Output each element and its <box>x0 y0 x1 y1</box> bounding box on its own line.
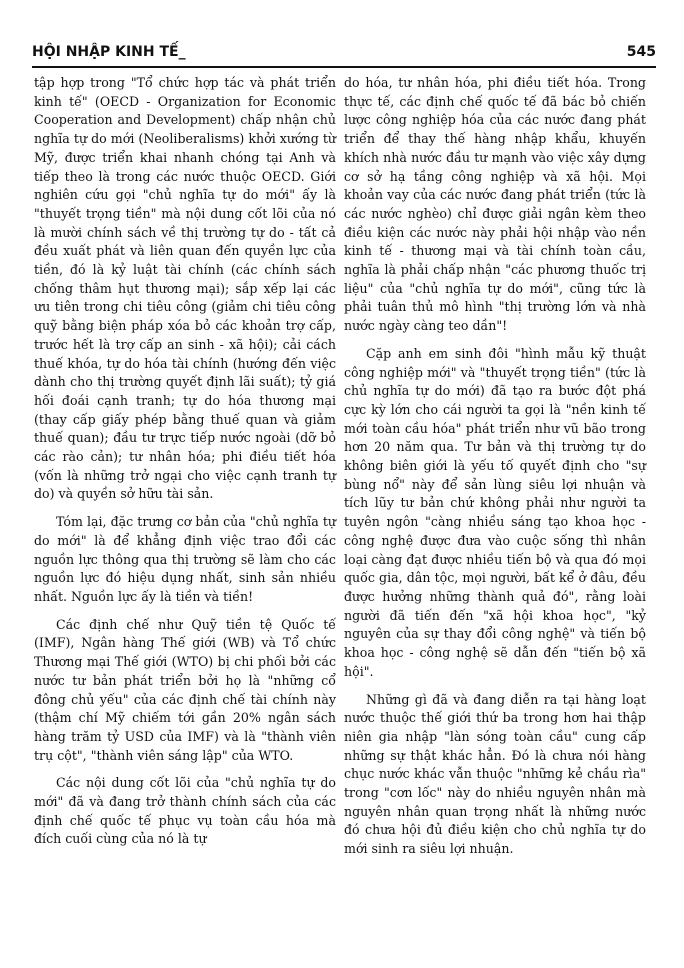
left-column <box>34 74 336 858</box>
paragraph: Những gì đã và đang diễn ra tại hàng loạt nước thuộc thế giới thứ ba trong hơn hai thập niên gia nhập "làn sóng toàn cầu" cung cấp những sự thật khác hẳn. Đó là chưa nói hàng chục nước khác vẫn thuộc "những kẻ chầu rìa" trong "cơn lốc" này do nhiều nguyên nhân mà nguyên nhân quan trọng nhất là những nước đó chưa hội đủ điều kiện cho chủ nghĩa tự do mới sinh ra siêu lợi nhuận. <box>344 691 646 857</box>
paragraph: Các nội dung cốt lõi của "chủ nghĩa tự do mới" đã và đang trở thành chính sách của các định chế quốc tế phục vụ toàn cầu hóa mà đích cuối cùng của nó là tự <box>34 775 336 847</box>
header-rule <box>32 66 656 68</box>
paragraph: tập hợp trong "Tổ chức hợp tác và phát triển kinh tế" (OECD - Organization for Economic Cooperation and Development) chấp nhận chủ nghĩa tự do mới (Neoliberalisms) khởi xướng từ Mỹ, được triển khai nhanh chóng tại Anh và tiếp theo là trong các nước thuộc OECD. Giới nghiên cứu gọi "chủ nghĩa tự do mới" ấy là "thuyết trọng tiền" mà nội dung cốt lõi của nó là mười chính sách về thị trường tự do - tất cả đều xuất phát và liên quan đến quyền lực của tiền, đó là kỷ luật tài chính (các chính sách chống thâm hụt thương mại); sắp xếp lại các ưu tiên trong chi tiêu công (giảm chi tiêu công quỹ bằng biện pháp xóa bỏ các khoản trợ cấp, trước hết là trợ cấp an sinh - xã hội); cải cách thuế khóa, tự do hóa tài chính (hướng đến việc dành cho thị trường quyết định lãi suất); tỷ giá hối đoái cạnh tranh; tự do hóa thương mại (thay cấp giấy phép bằng thuế quan và giảm thuế quan); đầu tư trực tiếp nước ngoài (dỡ bỏ các rào cản); tư nhân hóa; phi điều tiết hóa (vốn là những trở ngại cho việc cạnh tranh tự do) và quyền sở hữu tài sản. <box>34 75 336 502</box>
right-column <box>344 74 646 868</box>
page-number: 545 <box>626 44 656 60</box>
paragraph: Tóm lại, đặc trưng cơ bản của "chủ nghĩa tự do mới" là để khẳng định việc trao đổi các nguồn lực thông qua thị trường sẽ làm cho các nguồn lực đó hiệu dụng nhất, sinh sản nhiều nhất. Nguồn lực ấy là tiền và tiền! <box>34 514 336 604</box>
running-title: HỘI NHẬP KINH TẾ_ <box>32 44 186 60</box>
paragraph: Cặp anh em sinh đôi "hình mẫu kỹ thuật công nghiệp mới" và "thuyết trọng tiền" (tức là chủ nghĩa tự do mới) đã tạo ra bước đột phá cực kỳ lớn cho cái người ta gọi là "nền kinh tế mới toàn cầu hóa" phát triển như vũ bão trong hơn 20 năm qua. Tư bản và thị trường tự do không biên giới là yếu tố quyết định cho "sự bùng nổ" này để sản lùng siêu lợi nhuận và tích lũy tư bản chứ không phải như người ta tuyên ngôn "càng nhiều sáng tạo khoa học - công nghệ được đưa vào cuộc sống thì nhân loại càng đạt được nhiều tiến bộ và qua đó mọi quốc gia, dân tộc, mọi người, bất kể ở đâu, đều được hưởng những thành quả đó", rằng loài người đã tiến đến "xã hội khoa học", "kỷ nguyên của sự thay đổi công nghệ" và tiến bộ khoa học - công nghệ sẽ dẫn đến "tiến bộ xã hội". <box>344 345 646 679</box>
paragraph: Các định chế như Quỹ tiền tệ Quốc tế (IMF), Ngân hàng Thế giới (WB) và Tổ chức Thương mại Thế giới (WTO) bị chi phối bởi các nước tư bản phát triển bởi họ là "những cổ đông chủ yếu" của các định chế tài chính này (thậm chí Mỹ chiếm tới gần 20% ngân sách hàng trăm tỷ USD của IMF) và là "thành viên trụ cột", "thành viên sáng lập" của WTO. <box>34 616 336 763</box>
page-header <box>32 44 656 60</box>
paragraph: do hóa, tư nhân hóa, phi điều tiết hóa. Trong thực tế, các định chế quốc tế đã bác bỏ chiến lược công nghiệp hóa của các nước đang phát triển để thay thế hàng nhập khẩu, khuyến khích nhà nước đầu tư mạnh vào việc xây dựng cơ sở hạ tầng công nghiệp và xã hội. Mọi khoản vay của các nước đang phát triển (tức là các nước nghèo) chỉ được giải ngân kèm theo điều kiện các nước này phải hội nhập vào nền kinh tế - thương mại và tài chính toàn cầu, nghĩa là phải chấp nhận "các phương thuốc trị liệu" của "chủ nghĩa tự do mới", cũng tức là phải tuân thủ mô hình "thị trường lớn và nhà nước ngày càng teo dần"! <box>344 75 646 334</box>
